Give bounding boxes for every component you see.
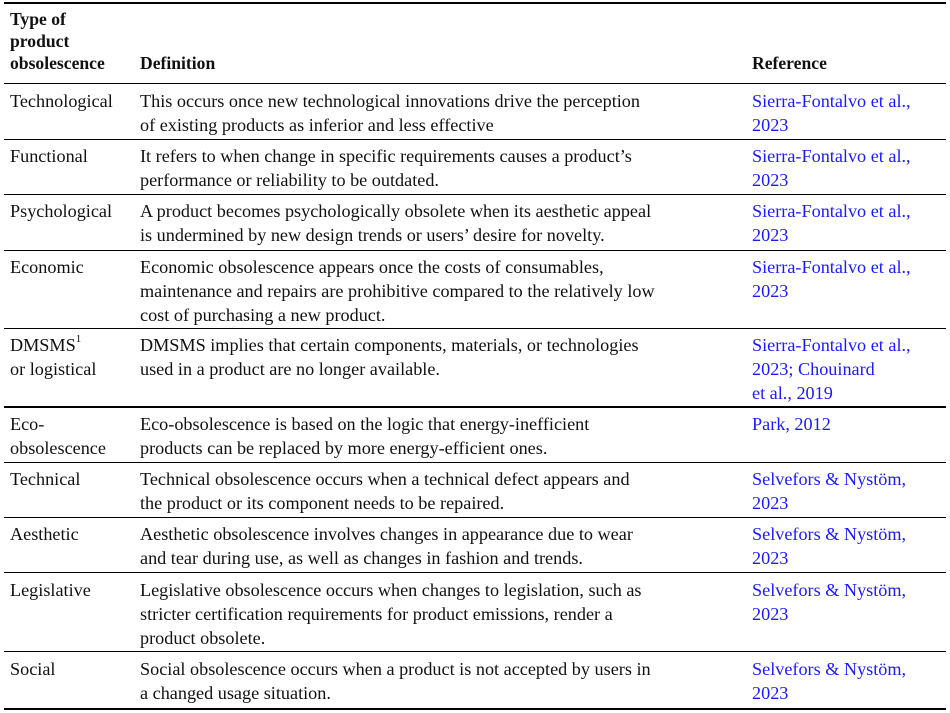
reference-link[interactable]: Sierra-Fontalvo et al., 2023 <box>752 201 911 245</box>
reference-link[interactable]: Sierra-Fontalvo et al., 2023; Chouinard et al., 2019 <box>752 335 911 403</box>
row-rule <box>4 572 946 573</box>
type-cell: Social <box>10 659 56 679</box>
table-row <box>4 333 946 405</box>
definition-cell: Economic obsolescence appears once the costs of consumables, maintenance and repairs are prohibitive compared to the relatively low cost of purchasing a new product. <box>140 257 655 325</box>
header-definition-label: Definition <box>140 53 216 73</box>
type-cell: Technical <box>10 469 81 489</box>
definition-cell: Legislative obsolescence occurs when changes to legislation, such as stricter certification requirements for product emissions, render a product obsolete. <box>140 580 642 648</box>
reference-link[interactable]: Selvefors & Nystöm, 2023 <box>752 524 907 568</box>
header-row <box>4 8 946 82</box>
table-row <box>4 657 946 705</box>
type-cell: Psychological <box>10 201 113 221</box>
header-type-line: obsolescence <box>10 53 105 73</box>
table-row <box>4 467 946 515</box>
reference-link[interactable]: Sierra-Fontalvo et al., 2023 <box>752 146 911 190</box>
section-rule <box>4 406 946 408</box>
header-type <box>4 8 134 82</box>
row-rule <box>4 139 946 140</box>
row-rule <box>4 651 946 652</box>
type-cell: Aesthetic <box>10 524 79 544</box>
header-reference <box>746 8 946 82</box>
type-cell: Technological <box>10 91 113 111</box>
table-row <box>4 412 946 460</box>
definition-cell: It refers to when change in specific requirements causes a product’s performance or reliability to be outdated. <box>140 146 632 190</box>
type-cell: Legislative <box>10 580 91 600</box>
row-rule <box>4 328 946 329</box>
header-type-line: product <box>10 31 70 51</box>
reference-link[interactable]: Sierra-Fontalvo et al., 2023 <box>752 91 911 135</box>
row-rule <box>4 194 946 195</box>
definition-cell: Social obsolescence occurs when a product is not accepted by users in a changed usage situation. <box>140 659 651 703</box>
reference-link[interactable]: Park, 2012 <box>752 414 831 434</box>
bottom-rule <box>4 708 946 710</box>
table-row <box>4 578 946 650</box>
header-rule <box>4 83 946 84</box>
definition-cell: This occurs once new technological innovations drive the perception of existing products as inferior and less effective <box>140 91 640 135</box>
table-row <box>4 199 946 247</box>
type-cell: Economic <box>10 257 84 277</box>
reference-link[interactable]: Selvefors & Nystöm, 2023 <box>752 469 907 513</box>
type-cell: Functional <box>10 146 88 166</box>
reference-link[interactable]: Selvefors & Nystöm, 2023 <box>752 580 907 624</box>
type-cell: Eco- obsolescence <box>10 414 106 458</box>
row-rule <box>4 517 946 518</box>
footnote-marker: 1 <box>75 332 82 345</box>
definition-cell: Aesthetic obsolescence involves changes in appearance due to wear and tear during use, as well as changes in fashion and trends. <box>140 524 633 568</box>
definition-cell: Technical obsolescence occurs when a technical defect appears and the product or its component needs to be repaired. <box>140 469 630 513</box>
definition-cell: Eco-obsolescence is based on the logic that energy-inefficient products can be replaced by more energy-efficient ones. <box>140 414 590 458</box>
row-rule <box>4 250 946 251</box>
reference-link[interactable]: Sierra-Fontalvo et al., 2023 <box>752 257 911 301</box>
table-row <box>4 144 946 192</box>
header-reference-label: Reference <box>752 53 827 73</box>
header-definition <box>134 8 746 82</box>
row-rule <box>4 462 946 463</box>
table-row <box>4 255 946 327</box>
type-cell: DMSMS$^1$ or logistical <box>10 332 97 379</box>
definition-cell: A product becomes psychologically obsolete when its aesthetic appeal is undermined by new design trends or users’ desire for novelty. <box>140 201 652 245</box>
table-row <box>4 89 946 137</box>
table-row <box>4 522 946 570</box>
top-rule <box>4 2 946 4</box>
header-type-line: Type of <box>10 9 66 29</box>
definition-cell: DMSMS implies that certain components, materials, or technologies used in a product are no longer available. <box>140 335 639 379</box>
reference-link[interactable]: Selvefors & Nystöm, 2023 <box>752 659 907 703</box>
